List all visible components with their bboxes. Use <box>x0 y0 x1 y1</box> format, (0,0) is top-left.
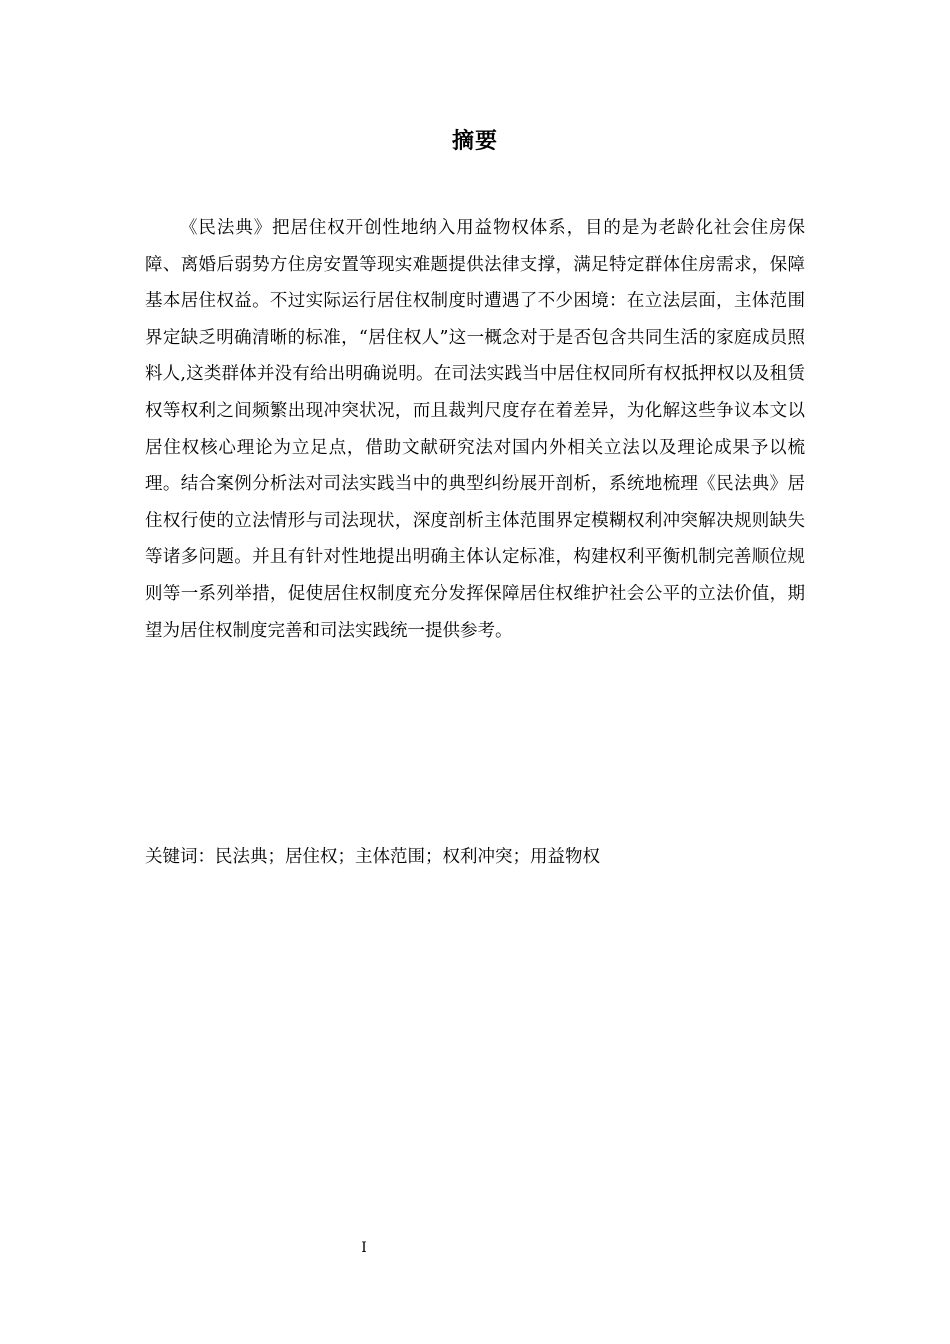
page-title: 摘要 <box>451 129 498 154</box>
page-number: I <box>361 1240 367 1256</box>
keywords-line: 关键词：民法典；居住权；主体范围；权利冲突；用益物权 <box>145 847 600 867</box>
abstract-paragraph: 《民法典》把居住权开创性地纳入用益物权体系，目的是为老龄化社会住房保障、离婚后弱势方住房安置等现实难题提供法律支撑，满足特定群体住房需求，保障基本居住权益。不过实际运行居住权制度时遭遇了不少困境：在立法层面，主体范围界定缺乏明确清晰的标准，“居住权人”这一概念对于是否包含共同生活的家庭成员照料人,这类群体并没有给出明确说明。在司法实践当中居住权同所有权抵押权以及租赁权等权利之间频繁出现冲突状况，而且裁判尺度存在着差异，为化解这些争议本文以居住权核心理论为立足点，借助文献研究法对国内外相关立法以及理论成果予以梳理。结合案例分析法对司法实践当中的典型纠纷展开剖析，系统地梳理《民法典》居住权行使的立法情形与司法现状，深度剖析主体范围界定模糊权利冲突解决规则缺失等诸多问题。并且有针对性地提出明确主体认定标准，构建权利平衡机制完善顺位规则等一系列举措，促使居住权制度充分发挥保障居住权维护社会公平的立法价值，期望为居住权制度完善和司法实践统一提供参考。 <box>145 218 805 641</box>
